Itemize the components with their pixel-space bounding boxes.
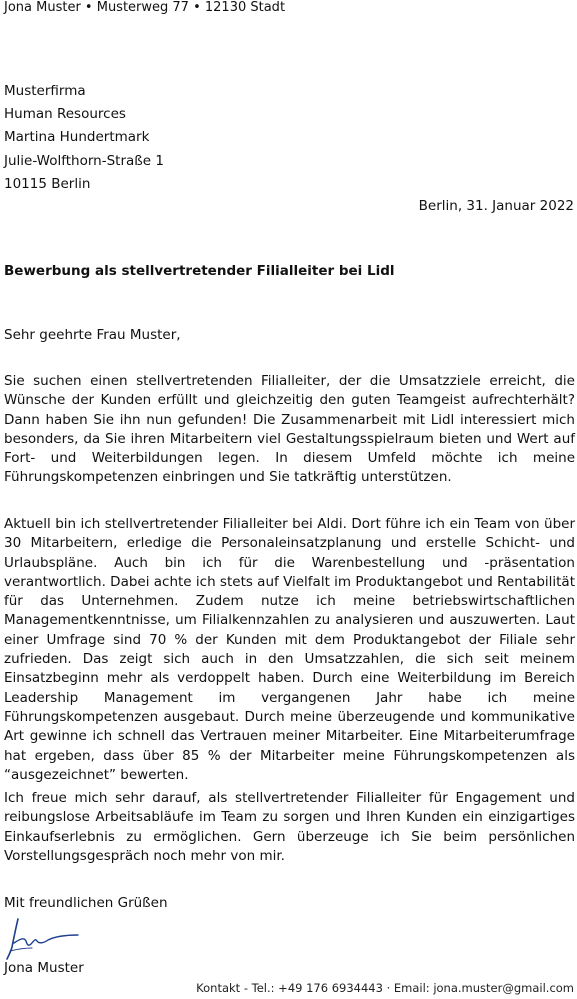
recipient-street: Julie-Wolfthorn-Straße 1	[4, 152, 164, 169]
letter-subject: Bewerbung als stellvertretender Filialleiter bei Lidl	[4, 263, 395, 279]
letter-date: Berlin, 31. Januar 2022	[418, 198, 574, 214]
closing-phrase: Mit freundlichen Grüßen	[4, 895, 168, 911]
signer-name: Jona Muster	[4, 960, 84, 976]
body-paragraph-3: Ich freue mich sehr darauf, als stellvertretender Filialleiter für Engagement und reibungslose Arbeitsabläufe im Team zu sorgen und Ihren Kunden ein einzigartiges Einkaufserlebnis zu ermöglichen. Gern überzeuge ich Sie beim persönlichen Vorstellungsgespräch noch mehr von mir.	[4, 790, 575, 864]
sender-address-line: Jona Muster • Musterweg 77 • 12130 Stadt	[4, 0, 286, 15]
signature-stroke	[14, 935, 78, 945]
salutation: Sehr geehrte Frau Muster,	[4, 327, 181, 343]
recipient-address	[4, 80, 164, 196]
recipient-city: 10115 Berlin	[4, 175, 91, 192]
contact-footer: Kontakt - Tel.: +49 176 6934443 · Email: jona.muster@gmail.com	[196, 981, 574, 995]
recipient-contact: Martina Hundertmark	[4, 129, 150, 146]
signature-stroke	[7, 919, 18, 959]
signature-stroke	[10, 948, 32, 951]
recipient-company: Musterfirma	[4, 83, 86, 99]
body-paragraph-1: Sie suchen einen stellvertretenden Filialleiter, der die Umsatzziele erreicht, die Wünsche der Kunden erfüllt und gleichzeitig den guten Teamgeist aufrechterhält? Dann haben Sie ihn nun gefunden! Die Zusammenarbeit mit Lidl interessiert mich besonders, da Sie ihren Mitarbeitern viel Gestaltungsspielraum bieten und Wert auf Fort- und Weiterbildungen legen. In diesem Umfeld möchte ich meine Führungskompetenzen einbringen und Sie tatkräftig unterstützen.	[4, 373, 575, 486]
signature-icon	[4, 913, 84, 963]
recipient-department: Human Resources	[4, 106, 126, 123]
body-paragraph-2: Aktuell bin ich stellvertretender Filialleiter bei Aldi. Dort führe ich ein Team von über 30 Mitarbeitern, erledige die Personaleinsatzplanung und erstelle Schicht- und Urlaubspläne. Auch bin ich für die Warenbestellung und -präsentation verantwortlich. Dabei achte ich stets auf Vielfalt im Produktangebot und Rentabilität für das Unternehmen. Zudem nutze ich meine betriebswirtschaftlichen Managementkenntnisse, um Filialkennzahlen zu analysieren und auszuwerten. Laut einer Umfrage sind 70 % der Kunden mit dem Produktangebot der Filiale sehr zufrieden. Das zeigt sich auch in den Umsatzzahlen, die sich seit meinem Einsatzbeginn mehr als verdoppelt haben. Durch eine Weiterbildung im Bereich Leadership Management im vergangenen Jahr habe ich meine Führungskompetenzen ausgebaut. Durch meine überzeugende und kommunikative Art gewinne ich schnell das Vertrauen meiner Mitarbeiter. Eine Mitarbeiterumfrage hat ergeben, dass über 85 % der Mitarbeiter meine Führungskompetenzen als “ausgezeichnet” bewerten.	[4, 516, 575, 783]
